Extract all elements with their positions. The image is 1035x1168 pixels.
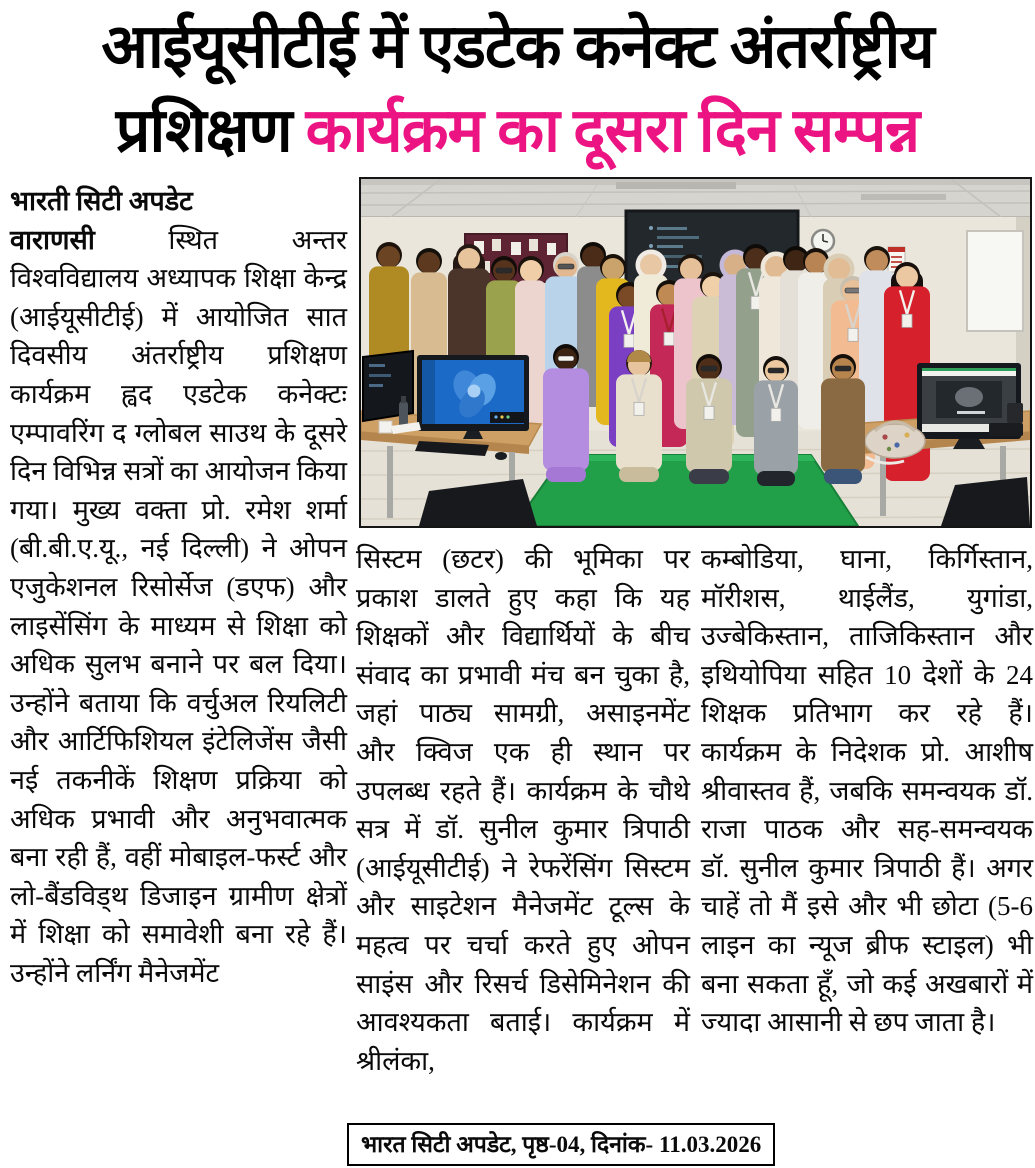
column-1-body: स्थित अन्तर विश्वविद्यालय अध्यापक शिक्षा केन्द्र (आईयूसीटीई) में आयोजित सात दिवसीय अंतर्राष्ट्रीय प्रशिक्षण कार्यक्रम ह्वद एडटेक कनेक्टः एम्पावरिंग द ग्लोबल साउथ के दूसरे दिन विभिन्न सत्रों का आयोजन किया गया। मुख्य वक्ता प्रो. रमेश शर्मा (बी.बी.ए.यू., नई दिल्ली) ने ओपन एजुकेशनल रिसोर्सेज (डएफ) और लाइसेंसिंग के माध्यम से शिक्षा को अधिक सुलभ बनाने पर बल दिया। उन्होंने बताया कि वर्चुअल रियलिटी और आर्टिफिशियल इंटेलिजेंस जैसी नई तकनीकें शिक्षण प्रक्रिया को अधिक प्रभावी और अनुभवात्मक बना रही हैं, वहीं मोबाइल-फर्स्ट और लो-बैंडविड्थ डिजाइन ग्रामीण क्षेत्रों में शिक्षा को समावेशी बना रहे हैं। उन्होंने लर्निंग मैनेजमेंट	[10, 224, 347, 988]
headline	[0, 4, 1035, 172]
column-1-text	[10, 221, 347, 993]
source-line	[347, 1123, 775, 1166]
whiteboard	[967, 231, 1023, 331]
column-2-text: सिस्टम (छटर) की भूमिका पर प्रकाश डालते हुए कहा कि यह शिक्षकों और विद्यार्थियों के बीच संवाद का प्रभावी मंच बन चुका है, जहां पाठ्य सामग्री, असाइनमेंट और क्विज एक ही स्थान पर उपलब्ध रहते हैं। कार्यक्रम के चौथे सत्र में डॉ. सुनील कुमार त्रिपाठी (आईयूसीटीई) ने रेफरेंसिंग सिस्टम और साइटेशन मैनेजमेंट टूल्स के महत्व पर चर्चा करते हुए ओपन साइंस और रिसर्च डिसेमिनेशन की आवश्यकता बताई। कार्यक्रम में श्रीलंका,	[356, 544, 690, 1076]
byline: भारती सिटी अपडेट	[10, 186, 193, 216]
headline-line2	[0, 92, 1035, 172]
column-3-text: कम्बोडिया, घाना, किर्गिस्तान, मॉरीशस, थाईलैंड, युगांडा, उज्बेकिस्तान, ताजिकिस्तान और इथियोपिया सहित 10 देशों के 24 शिक्षक प्रतिभाग कर रहे हैं। कार्यक्रम के निदेशक प्रो. आशीष श्रीवास्तव हैं, जबकि समन्वयक डॉ. राजा पाठक और सह-समन्वयक डॉ. सुनील कुमार त्रिपाठी हैं। अगर चाहें तो मैं इसे और भी छोटा (5-6 लाइन का न्यूज ब्रीफ स्टाइल) भी बना सकता हूँ, जो कई अखबारों में ज्यादा आसानी से छप जाता है।	[701, 544, 1033, 1038]
dateline: वाराणसी	[10, 224, 95, 255]
headline-line1: आईयूसीटीई में एडटेक कनेक्ट अंतर्राष्ट्रीय	[101, 14, 934, 81]
source-line-text: भारत सिटी अपडेट, पृष्ठ-04, दिनांक- 11.03.2026	[361, 1132, 762, 1157]
headline-line2-black: प्रशिक्षण	[115, 98, 292, 165]
group-photo-computer-lab	[361, 179, 1030, 526]
headline-line2-pink: कार्यक्रम का दूसरा दिन सम्पन्न	[305, 98, 920, 165]
column-1	[10, 182, 347, 992]
article-photo	[359, 177, 1032, 528]
column-2	[356, 540, 690, 1080]
column-3	[701, 540, 1033, 1042]
